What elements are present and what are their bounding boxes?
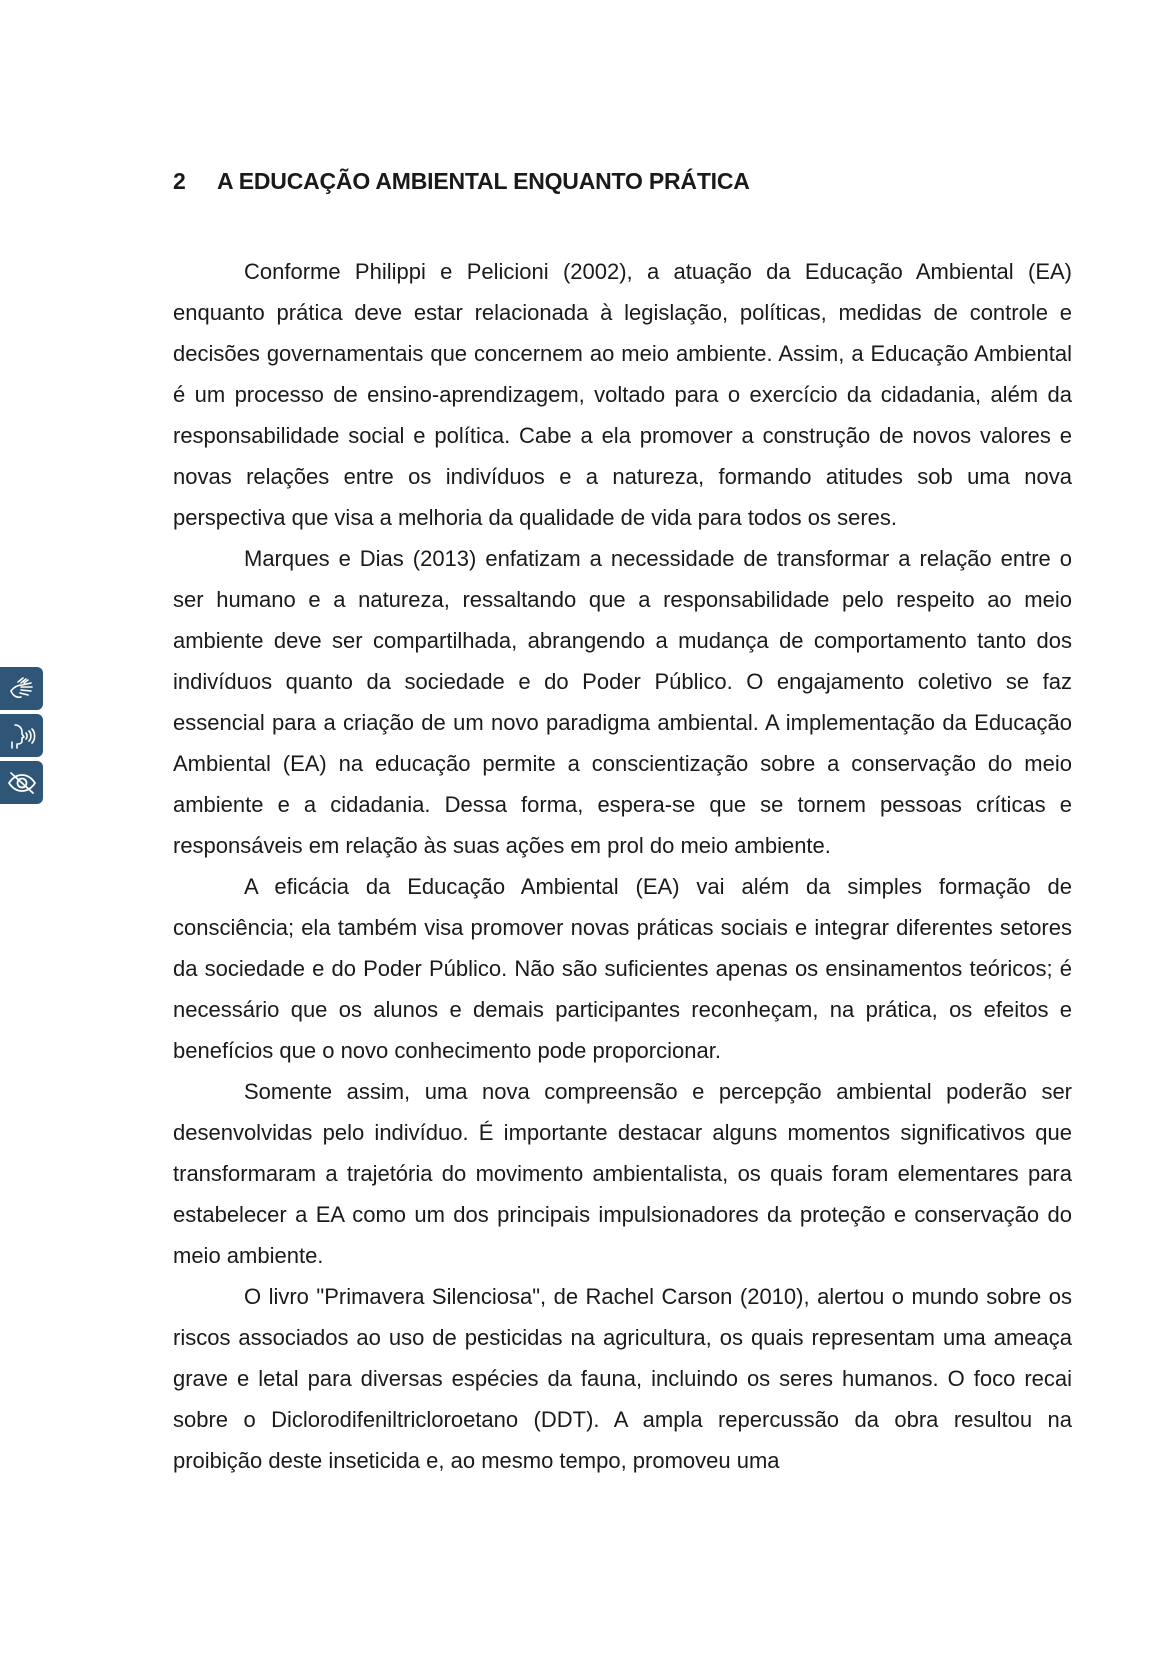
paragraph: O livro "Primavera Silenciosa", de Rachel Carson (2010), alertou o mundo sobre os riscos associados ao uso de pesticidas na agricultura, os quais representam uma ameaça grave e letal para diversas espécies da fauna, incluindo os seres humanos. O foco recai sobre o Diclorodifeniltricloroetano (DDT). A ampla repercussão da obra resultou na proibição deste inseticida e, ao mesmo tempo, promoveu uma bbox=[173, 1284, 1072, 1473]
sign-language-button[interactable] bbox=[0, 667, 43, 710]
low-vision-button[interactable] bbox=[0, 761, 43, 804]
paragraph: A eficácia da Educação Ambiental (EA) vai além da simples formação de consciência; ela também visa promover novas práticas sociais e integrar diferentes setores da sociedade e do Poder Público. Não são suficientes apenas os ensinamentos teóricos; é necessário que os alunos e demais participantes reconheçam, na prática, os efeitos e benefícios que o novo conhecimento pode proporcionar. bbox=[173, 874, 1072, 1063]
audio-reader-button[interactable] bbox=[0, 714, 43, 757]
paragraph: Marques e Dias (2013) enfatizam a necessidade de transformar a relação entre o ser humano e a natureza, ressaltando que a responsabilidade pelo respeito ao meio ambiente deve ser compartilhada, abrangendo a mudança de comportamento tanto dos indivíduos quanto da sociedade e do Poder Público. O engajamento coletivo se faz essencial para a criação de um novo paradigma ambiental. A implementação da Educação Ambiental (EA) na educação permite a conscientização sobre a conservação do meio ambiente e a cidadania. Dessa forma, espera-se que se tornem pessoas críticas e responsáveis em relação às suas ações em prol do meio ambiente. bbox=[173, 546, 1072, 858]
section-title: A EDUCAÇÃO AMBIENTAL ENQUANTO PRÁTICA bbox=[217, 168, 750, 194]
paragraph: Conforme Philippi e Pelicioni (2002), a atuação da Educação Ambiental (EA) enquanto prática deve estar relacionada à legislação, políticas, medidas de controle e decisões governamentais que concernem ao meio ambiente. Assim, a Educação Ambiental é um processo de ensino-aprendizagem, voltado para o exercício da cidadania, além da responsabilidade social e política. Cabe a ela promover a construção de novos valores e novas relações entre os indivíduos e a natureza, formando atitudes sob uma nova perspectiva que visa a melhoria da qualidade de vida para todos os seres. bbox=[173, 259, 1072, 530]
body-text bbox=[173, 251, 1072, 1481]
section-number: 2 bbox=[173, 168, 186, 194]
sign-language-icon bbox=[6, 673, 38, 705]
section-heading bbox=[173, 168, 1073, 195]
paragraph: Somente assim, uma nova compreensão e percepção ambiental poderão ser desenvolvidas pelo indivíduo. É importante destacar alguns momentos significativos que transformaram a trajetória do movimento ambientalista, os quais foram elementares para estabelecer a EA como um dos principais impulsionadores da proteção e conservação do meio ambiente. bbox=[173, 1079, 1072, 1268]
low-vision-icon bbox=[6, 767, 38, 799]
audio-reader-icon bbox=[6, 720, 38, 752]
